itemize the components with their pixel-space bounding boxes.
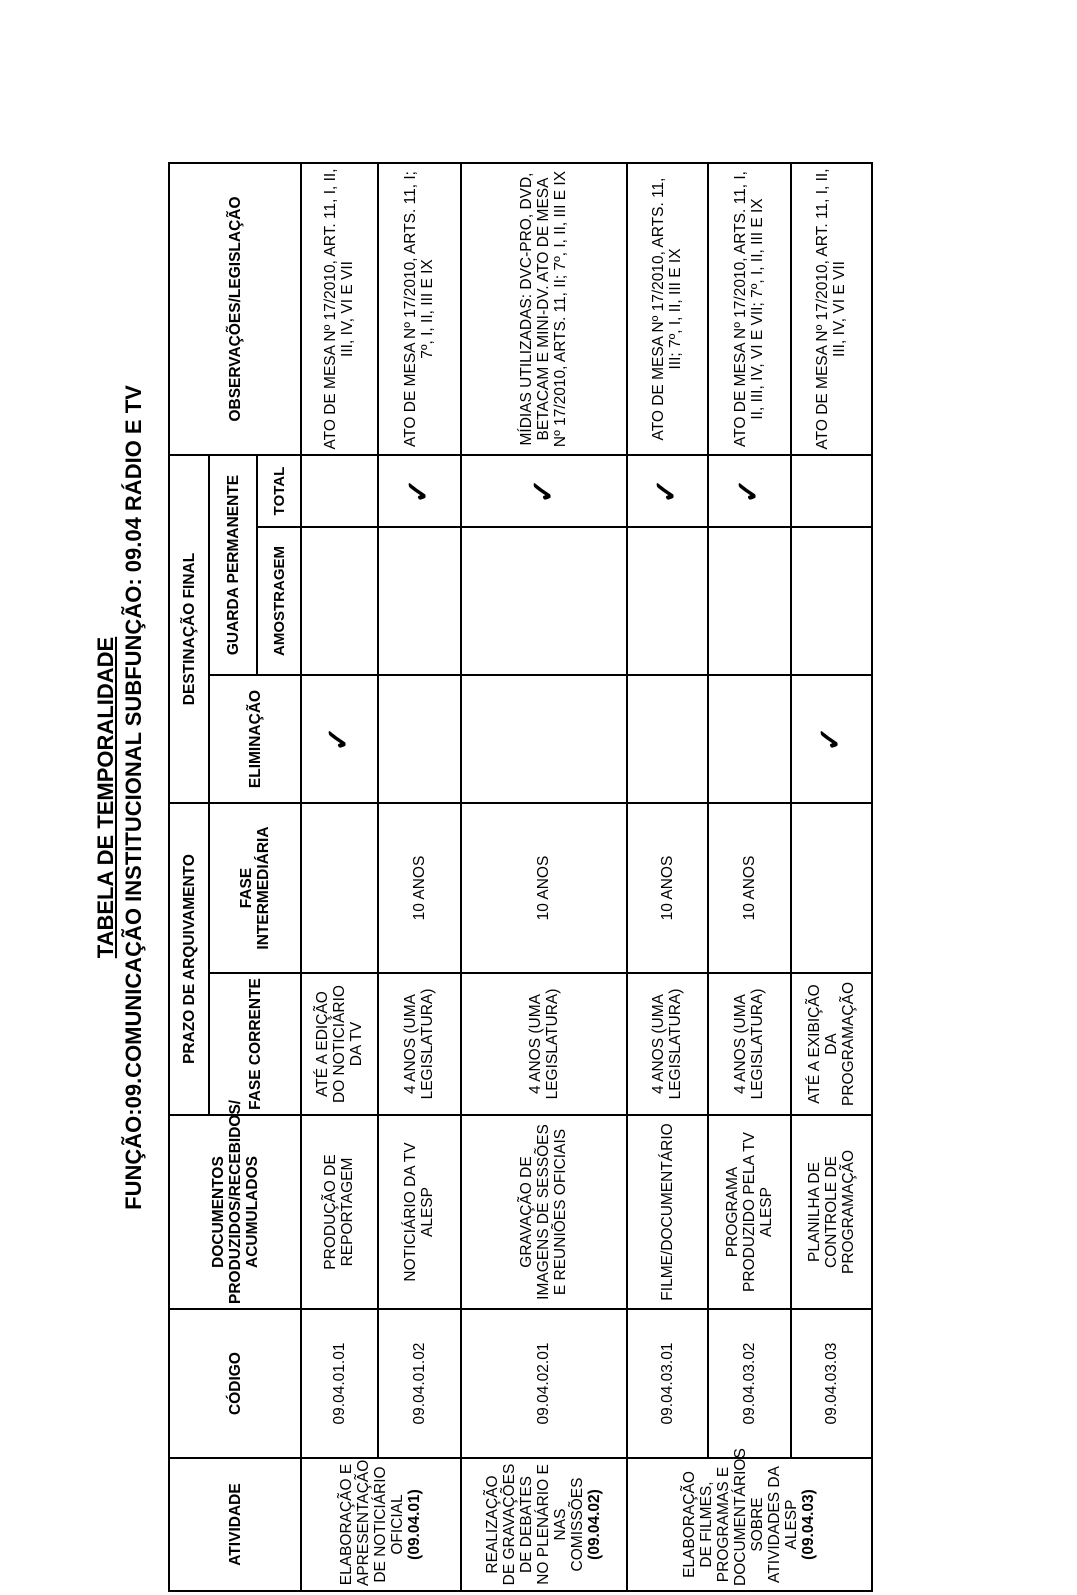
observacoes-cell: ATO DE MESA Nº 17/2010, ARTS. 11, I; 7º, I, II, III E IX: [378, 163, 461, 455]
amostragem-cell: [791, 527, 872, 675]
fase-intermediaria-cell: 10 ANOS: [627, 803, 708, 973]
table-row: [301, 163, 378, 1591]
eliminacao-cell: [301, 675, 378, 803]
observacoes-cell: ATO DE MESA Nº 17/2010, ART. 11, I, II, III, IV, VI E VII: [301, 163, 378, 455]
fase-corrente-cell: 4 ANOS (UMA LEGISLATURA): [627, 973, 708, 1115]
amostragem-cell: [378, 527, 461, 675]
header-total: TOTAL: [257, 455, 301, 527]
activity-cell: [461, 1458, 627, 1591]
activity-code: (09.04.02): [586, 1489, 604, 1560]
fase-corrente-cell: 4 ANOS (UMA LEGISLATURA): [708, 973, 791, 1115]
activity-cell: [627, 1448, 872, 1591]
amostragem-cell: [461, 527, 627, 675]
amostragem-cell: [627, 527, 708, 675]
activity-code: (09.04.03): [800, 1489, 818, 1560]
header-eliminacao: ELIMINAÇÃO: [209, 675, 301, 803]
check-mark-icon: ✓: [650, 478, 684, 504]
documento-cell: PRODUÇÃO DE REPORTAGEM: [301, 1115, 378, 1309]
header-prazo: PRAZO DE ARQUIVAMENTO: [169, 803, 209, 1115]
amostragem-cell: [708, 527, 791, 675]
table-row: [461, 163, 627, 1591]
fase-intermediaria-cell: 10 ANOS: [461, 803, 627, 973]
documento-cell: GRAVAÇÃO DE IMAGENS DE SESSÕES E REUNIÕES OFICIAIS: [461, 1115, 627, 1309]
page-subtitle: FUNÇÃO:09.COMUNICAÇÃO INSTITUCIONAL SUBFUNÇÃO: 09.04 RÁDIO E TV: [121, 385, 146, 1210]
fase-corrente-cell: ATÉ A EXIBIÇÃO DA PROGRAMAÇÃO: [791, 973, 872, 1115]
page-title: TABELA DE TEMPORALIDADE: [93, 636, 118, 959]
eliminacao-cell: [461, 675, 627, 803]
table-row: [708, 163, 791, 1591]
activity-text: ELABORAÇÃO DE FILMES, PROGRAMAS E DOCUMENTÁRIOS SOBRE ATIVIDADES DA ALESP: [681, 1448, 801, 1586]
documento-cell: PLANILHA DE CONTROLE DE PROGRAMAÇÃO: [791, 1115, 872, 1309]
codigo-cell: 09.04.01.01: [301, 1309, 378, 1458]
total-cell: [301, 455, 378, 527]
codigo-cell: 09.04.02.01: [461, 1309, 627, 1458]
documento-cell: PROGRAMA PRODUZIDO PELA TV ALESP: [708, 1115, 791, 1309]
header-fase-intermediaria: FASE INTERMEDIÁRIA: [209, 803, 301, 973]
eliminacao-cell: [627, 675, 708, 803]
codigo-cell: 09.04.01.02: [378, 1309, 461, 1458]
fase-corrente-cell: 4 ANOS (UMA LEGISLATURA): [461, 973, 627, 1115]
eliminacao-cell: [708, 675, 791, 803]
codigo-cell: 09.04.03.02: [708, 1309, 791, 1458]
check-mark-icon: ✓: [402, 478, 436, 504]
header-atividade: ATIVIDADE: [169, 1458, 301, 1591]
header-amostragem: AMOSTRAGEM: [257, 527, 301, 675]
check-mark-icon: ✓: [526, 478, 560, 504]
observacoes-cell: ATO DE MESA Nº 17/2010, ART. 11, I, II, III, IV, VI E VII: [791, 163, 872, 455]
header-guarda: GUARDA PERMANENTE: [209, 455, 257, 675]
observacoes-cell: ATO DE MESA Nº 17/2010, ARTS. 11, III; 7º, I, II, III E IX: [627, 163, 708, 455]
eliminacao-cell: [378, 675, 461, 803]
observacoes-cell: MÍDIAS UTILIZADAS: DVC-PRO, DVD, BETACAM E MINI-DV. ATO DE MESA Nº 17/2010, ARTS. 11, II; 7º, I, II, III E IX: [461, 163, 627, 455]
temporality-table: [168, 162, 873, 1592]
activity-text: ELABORAÇÃO E APRESENTAÇÃO DE NOTICIÁRIO OFICIAL: [338, 1459, 407, 1586]
activity-cell: [301, 1458, 461, 1591]
activity-code: (09.04.01): [406, 1489, 424, 1560]
observacoes-cell: ATO DE MESA Nº 17/2010, ARTS. 11, I, II, III, IV, VI E VII; 7º, I, II, III E IX: [708, 163, 791, 455]
fase-corrente-cell: ATÉ A EDIÇÃO DO NOTICIÁRIO DA TV: [301, 973, 378, 1115]
check-mark-icon: ✓: [322, 726, 356, 752]
total-cell: [627, 455, 708, 527]
activity-text: REALIZAÇÃO DE GRAVAÇÕES DE DEBATES NO PLENÁRIO E NAS COMISSÕES: [484, 1463, 587, 1586]
total-cell: [378, 455, 461, 527]
codigo-cell: 09.04.03.01: [627, 1309, 708, 1458]
fase-intermediaria-cell: 10 ANOS: [378, 803, 461, 973]
total-cell: [708, 455, 791, 527]
eliminacao-cell: [791, 675, 872, 803]
fase-intermediaria-cell: [301, 803, 378, 973]
header-codigo: CÓDIGO: [169, 1309, 301, 1458]
codigo-cell: 09.04.03.03: [791, 1309, 872, 1458]
documento-cell: NOTICIÁRIO DA TV ALESP: [378, 1115, 461, 1309]
header-documentos: DOCUMENTOS PRODUZIDOS/RECEBIDOS/ ACUMULADOS: [169, 1115, 301, 1309]
total-cell: [461, 455, 627, 527]
table-row: [791, 163, 872, 1591]
fase-corrente-cell: 4 ANOS (UMA LEGISLATURA): [378, 973, 461, 1115]
header-fase-corrente: FASE CORRENTE: [209, 973, 301, 1115]
table-row: [378, 163, 461, 1591]
header-observacoes: OBSERVAÇÕES/LEGISLAÇÃO: [169, 163, 301, 455]
check-mark-icon: ✓: [814, 726, 848, 752]
check-mark-icon: ✓: [732, 478, 766, 504]
table-row: [627, 163, 708, 1591]
fase-intermediaria-cell: [791, 803, 872, 973]
title-block: [92, 0, 148, 1595]
amostragem-cell: [301, 527, 378, 675]
fase-intermediaria-cell: 10 ANOS: [708, 803, 791, 973]
total-cell: [791, 455, 872, 527]
documento-cell: FILME/DOCUMENTÁRIO: [627, 1115, 708, 1309]
header-destinacao: DESTINAÇÃO FINAL: [169, 455, 209, 803]
